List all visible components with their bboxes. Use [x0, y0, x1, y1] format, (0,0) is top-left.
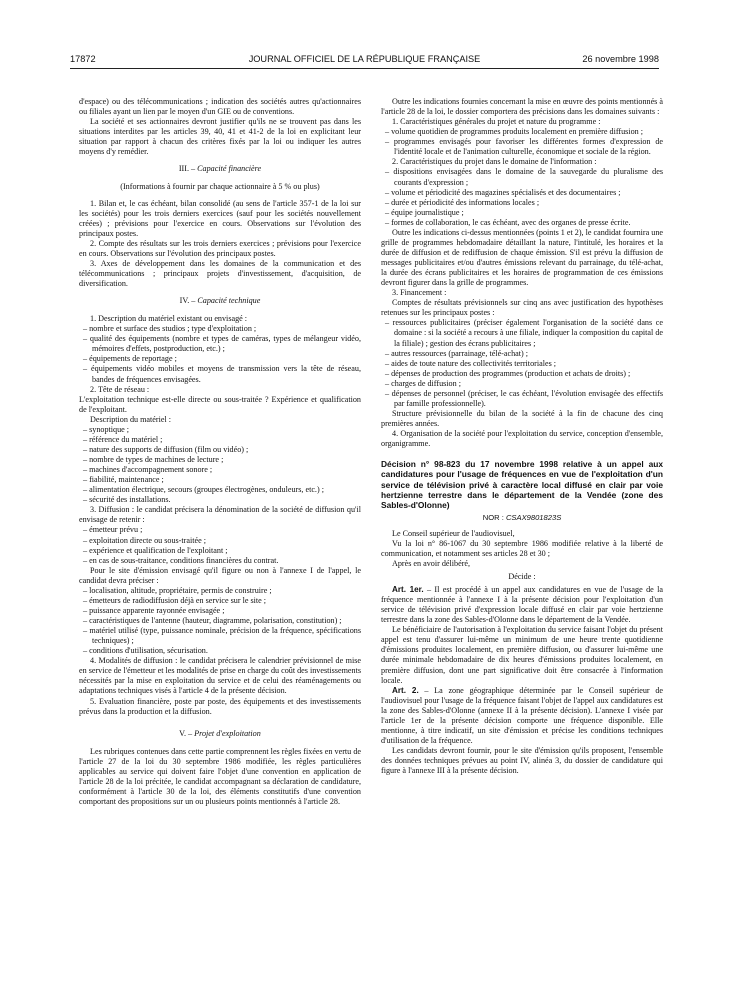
bullet-list	[381, 318, 663, 409]
paragraph: Les candidats devront fournir, pour le site d'émission qu'ils proposent, l'ensemble des données techniques prévues au point IV, alinéa 3, du dossier de candidature qui figure à l'annexe III à la présente décision.	[381, 746, 663, 776]
article-label: Art. 1er.	[392, 585, 424, 595]
paragraph: Comptes de résultats prévisionnels sur cinq ans avec justification des hypothèses retenues sur les principaux postes :	[381, 298, 663, 318]
list-item: – nombre de types de machines de lecture ;	[83, 455, 224, 464]
bullet-list	[79, 525, 361, 565]
paragraph: 1. Description du matériel existant ou envisagé :	[90, 314, 248, 324]
paragraph: Structure prévisionnelle du bilan de la société à la fin de chacune des cinq premières années.	[381, 408, 663, 428]
list-item: – formes de collaboration, le cas échéant, avec des organes de presse écrite.	[385, 217, 631, 227]
list-item: – dépenses de production des programmes (production et achats de droits) ;	[385, 368, 631, 378]
list-item: – puissance apparente rayonnée envisagée ;	[83, 605, 225, 615]
section-subtitle: (Informations à fournir par chaque actionnaire à 5 % ou plus)	[120, 182, 320, 192]
list-item: – en cas de sous-traitance, conditions financières du contrat.	[83, 555, 279, 565]
list-item: – autres ressources (parrainage, télé-achat) ;	[385, 348, 529, 358]
paragraph: 4. Organisation de la société pour l'exploitation du service, conception d'ensemble, organigramme.	[381, 429, 663, 449]
article-text: – Il est procédé à un appel aux candidatures en vue de l'usage de la fréquence mentionnée à l'annexe I à la présente décision pour l'exploitation d'un service de télévision privé d'expression locale diffusé en clair par voie hertzienne terrestre dans la zone des Sables-d'Olonne dans le département de la Vendée.	[381, 585, 663, 625]
list-item: – aides de toute nature des collectivités territoriales ;	[385, 358, 557, 368]
decides-heading: Décide :	[508, 571, 536, 581]
paragraph: 3. Diffusion : le candidat précisera la dénomination de la société de diffusion qu'il envisage de retenir :	[79, 505, 361, 525]
article-label: Art. 2.	[392, 685, 419, 695]
journal-title: JOURNAL OFFICIEL DE LA RÉPUBLIQUE FRANÇAISE	[248, 54, 481, 64]
paragraph: 1. Bilan et, le cas échéant, bilan consolidé (au sens de l'article 357-1 de la loi sur les sociétés) pour les trois derniers exercices (sauf pour les sociétés nouvellement créées) ; prévisions pour l'exercice en cours. Observations sur l'évolution des principaux postes.	[79, 198, 361, 238]
article-text: – La zone géographique déterminée par le Conseil supérieur de l'audiovisuel pour l'usage de la fréquence faisant l'objet de l'appel aux candidatures est la zone des Sables-d'Olonne (annexe II à la présente décision). L'annexe I visée par l'article 1er de la présente décision comporte une fréquence disponible. Elle mentionne, à titre indicatif, un site d'émission et précise les conditions techniques d'utilisation de la fréquence.	[381, 685, 663, 745]
list-item: – volume et périodicité des magazines spécialisés et des documentaires ;	[385, 187, 621, 197]
list-item: – nature des supports de diffusion (film ou vidéo) ;	[83, 444, 249, 454]
paragraph: Le bénéficiaire de l'autorisation à l'exploitation du service faisant l'objet du présent appel est tenu d'assurer lui-même un minimum de une heure trente quotidienne d'émissions produites localement, en première diffusion, ou d'assurer lui-même une durée minimale hebdomadaire de dix heures d'émissions produites localement, en première diffusion, dont une part significative doit être consacrée à l'information locale.	[381, 625, 663, 685]
paragraph: L'exploitation technique est-elle directe ou sous-traitée ? Expérience et qualification de l'exploitant.	[79, 394, 361, 414]
section-number: IV. –	[179, 296, 196, 306]
paragraph: Vu la loi n° 86-1067 du 30 septembre 1986 modifiée relative à la liberté de communication, et notamment ses articles 28 et 30 ;	[381, 538, 663, 558]
list-item: – émetteurs de radiodiffusion déjà en service sur le site ;	[83, 595, 267, 605]
section-heading	[79, 296, 361, 306]
section-title: Projet d'exploitation	[194, 728, 261, 738]
list-item: – alimentation électrique, secours (groupes électrogènes, onduleurs, etc.) ;	[83, 485, 324, 495]
paragraph: 2. Tête de réseau :	[90, 384, 150, 394]
list-item: – équipements vidéo mobiles et moyens de transmission vers la tête de réseau, bandes de fréquences envisagées.	[83, 364, 361, 384]
section-heading	[79, 164, 361, 174]
paragraph: 2. Caractéristiques du projet dans le domaine de l'information :	[392, 157, 597, 167]
list-item: – équipements de reportage ;	[83, 354, 177, 364]
paragraph: Description du matériel :	[90, 414, 172, 424]
list-item: – émetteur prévu ;	[83, 525, 143, 535]
list-item: – charges de diffusion ;	[385, 378, 461, 388]
bullet-list	[381, 127, 663, 157]
section-title: Capacité financière	[197, 164, 262, 174]
section-number: III. –	[178, 164, 196, 174]
paragraph: 5. Evaluation financière, poste par poste, des équipements et des investissements prévus dans la production et la diffusion.	[79, 696, 361, 716]
paragraph: Le Conseil supérieur de l'audiovisuel,	[392, 528, 515, 538]
paragraph: 3. Axes de développement dans les domaines de la communication et des télécommunications ; principaux projets d'investissement, d'acquisition, de diversification.	[79, 258, 361, 288]
paragraph: 2. Compte des résultats sur les trois derniers exercices ; prévisions pour l'exercice en cours. Observations sur l'évolution des principaux postes.	[79, 238, 361, 258]
article	[381, 585, 663, 625]
list-item: – référence du matériel ;	[83, 434, 163, 444]
right-column	[381, 97, 663, 776]
list-item: – nombre et surface des studios ; type d'exploitation ;	[83, 324, 257, 334]
page-number: 17872	[70, 54, 96, 64]
section-heading	[79, 729, 361, 739]
list-item: – conditions d'utilisation, sécurisation.	[83, 646, 208, 656]
paragraph: La société et ses actionnaires devront justifier qu'ils ne se trouvent pas dans les situations interdites par les articles 39, 40, 41 et 41-2 de la loi en explicitant leur situation par rapport à chacun des critères fixés par la loi ou indiquer les autres moyens d'y remédier.	[79, 117, 361, 157]
list-item: – fiabilité, maintenance ;	[83, 475, 164, 485]
paragraph: Pour le site d'émission envisagé qu'il figure ou non à l'annexe I de l'appel, le candidat devra préciser :	[79, 565, 361, 585]
list-item: – volume quotidien de programmes produits localement en première diffusion ;	[385, 127, 643, 137]
list-item: – localisation, altitude, propriétaire, permis de construire ;	[83, 585, 272, 595]
article	[381, 686, 663, 746]
section-number: V. –	[179, 728, 193, 738]
list-item: – ressources publicitaires (préciser également l'organisation de la société dans ce domaine : si la société a recours à une filiale, indiquer la composition du capital de la filiale) ; gestion des écrans publicitaires ;	[385, 318, 663, 348]
paragraph: d'espace) ou des télécommunications ; indication des sociétés autres qu'actionnaires ou filiales ayant un lien par le moyen d'un GIE ou de conventions.	[79, 97, 361, 117]
paragraph: Les rubriques contenues dans cette partie comprennent les règles fixées en vertu de l'article 27 de la loi du 30 septembre 1986 modifiée, les règles particulières applicables au service qui doivent faire l'objet d'une convention en application de l'article 28 de la loi précitée, le candidat accompagnant sa déclaration de candidature, conformément à l'article 30 de la loi, des éléments constitutifs d'une convention comportant des propositions sur un ou plusieurs points mentionnés à l'article 28.	[79, 746, 361, 806]
list-item: – expérience et qualification de l'exploitant ;	[83, 545, 228, 555]
page-header	[70, 54, 659, 69]
decision-title: Décision n° 98-823 du 17 novembre 1998 relative à un appel aux candidatures pour l'usage de fréquences en vue de l'exploitation d'un service de télévision privé à caractère local diffusé en clair par voie hertzienne terrestre dans le département de la Vendée (zone des Sables-d'Olonne)	[381, 459, 663, 511]
section-title: Capacité technique	[197, 296, 261, 306]
paragraph: 4. Modalités de diffusion : le candidat précisera le calendrier prévisionnel de mise en service de l'émetteur et les modalités de prise en charge du coût des investissements nécessités par la mise en exploitation du service et de celui des réaménagements ou adaptations techniques visés à l'article 4 de la présente décision.	[79, 656, 361, 696]
list-item: – dépenses de personnel (préciser, le cas échéant, l'évolution envisagée des effectifs par famille professionnelle).	[385, 388, 663, 408]
paragraph: Après en avoir délibéré,	[392, 558, 471, 568]
list-item: – matériel utilisé (type, puissance nominale, précision de la fréquence, spécifications techniques) ;	[83, 626, 361, 646]
nor-label: NOR :	[482, 512, 504, 522]
bullet-list	[79, 425, 361, 506]
list-item: – durée et périodicité des informations locales ;	[385, 197, 540, 207]
bullet-list	[381, 167, 663, 227]
paragraph: Outre les indications ci-dessus mentionnées (points 1 et 2), le candidat fournira une grille de programmes hebdomadaire détaillant la nature, l'intitulé, les horaires et la durée de diffusion et de rediffusion de chaque émission. S'il est prévu la diffusion de messages publicitaires et/ou d'autres émissions relevant du parrainage, du télé-achat, la durée des écrans publicitaires et les horaires de programmation de ces émissions devront figurer dans la grille de programmes.	[381, 227, 663, 288]
list-item: – machines d'accompagnement sonore ;	[83, 465, 213, 475]
list-item: – exploitation directe ou sous-traitée ;	[83, 535, 206, 545]
list-item: – sécurité des installations.	[83, 495, 171, 505]
bullet-list	[79, 586, 361, 656]
nor-reference	[381, 513, 663, 523]
list-item: – dispositions envisagées dans le domaine de la sauvegarde du pluralisme des courants d'expression ;	[385, 167, 663, 187]
list-item: – programmes envisagés pour favoriser les différentes formes d'expression de l'identité locale et de l'animation culturelle, économique et sociale de la région.	[385, 137, 663, 157]
paragraph: 3. Financement :	[392, 288, 447, 298]
nor-code: CSAX9801823S	[505, 512, 562, 522]
bullet-list	[79, 324, 361, 384]
list-item: – synoptique ;	[83, 424, 130, 434]
list-item: – qualité des équipements (nombre et types de caméras, types de mélangeur vidéo, mémoires d'effets, postproduction, etc.) ;	[83, 334, 361, 354]
list-item: – équipe journalistique ;	[385, 207, 464, 217]
paragraph: 1. Caractéristiques générales du projet et nature du programme :	[392, 117, 601, 127]
left-column	[79, 97, 361, 807]
list-item: – caractéristiques de l'antenne (hauteur, diagramme, polarisation, constitution) ;	[83, 616, 342, 625]
paragraph: Outre les indications fournies concernant la mise en œuvre des points mentionnés à l'article 28 de la loi, le dossier comportera des précisions dans les domaines suivants :	[381, 97, 663, 117]
publication-date: 26 novembre 1998	[582, 54, 659, 64]
